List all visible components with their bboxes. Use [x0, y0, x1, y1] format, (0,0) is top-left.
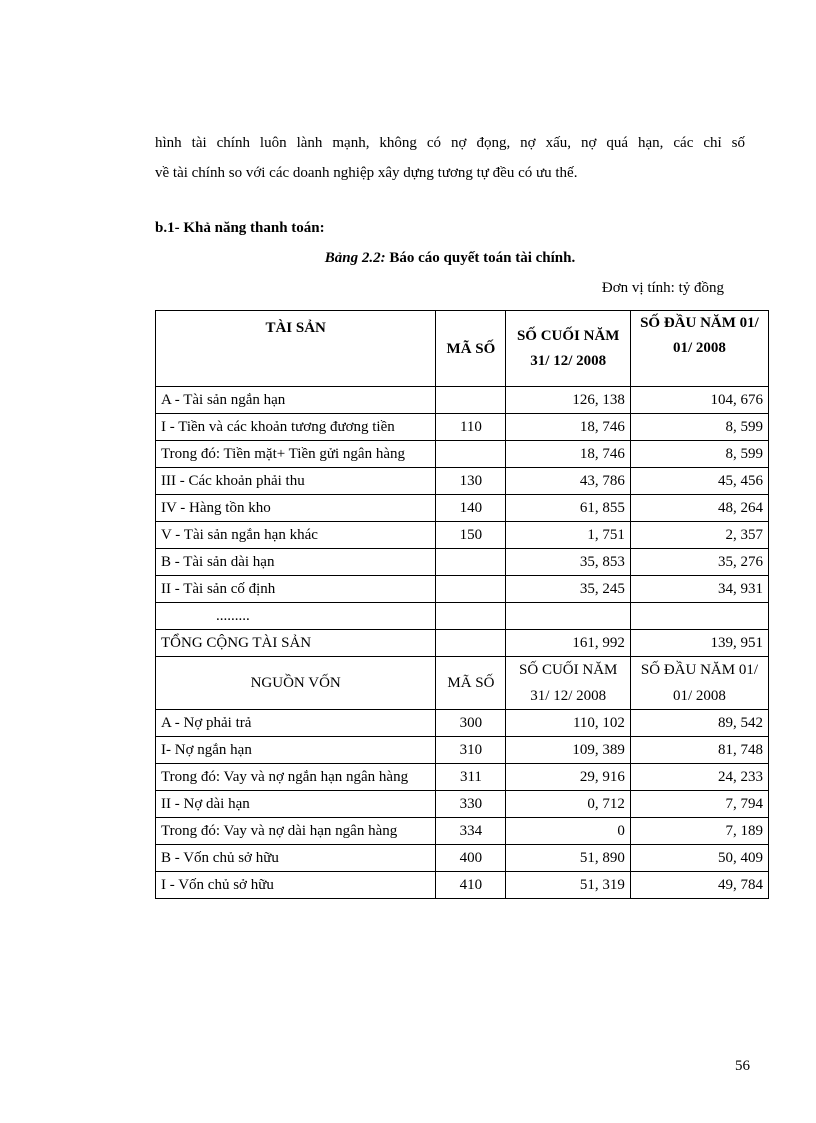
financial-table — [155, 310, 769, 899]
row-code: 400 — [436, 845, 506, 872]
row-label: I - Tiền và các khoản tương đương tiền — [156, 414, 436, 441]
table-row — [156, 710, 769, 737]
header-code: MÃ SỐ — [436, 657, 506, 710]
section-heading: b.1- Khả năng thanh toán: — [155, 220, 325, 236]
assets-header-row — [156, 311, 769, 387]
row-code: 150 — [436, 522, 506, 549]
row-end-value: 43, 786 — [506, 468, 630, 495]
table-row — [156, 576, 769, 603]
row-label: A - Tài sản ngắn hạn — [156, 387, 436, 414]
header-code: MÃ SỐ — [436, 311, 506, 387]
row-label: I - Vốn chủ sở hữu — [156, 872, 436, 899]
row-label: Trong đó: Tiền mặt+ Tiền gửi ngân hàng — [156, 441, 436, 468]
row-end-value: 18, 746 — [506, 441, 630, 468]
row-label: II - Nợ dài hạn — [156, 791, 436, 818]
row-start-value: 34, 931 — [630, 576, 768, 603]
table-caption-label: Bảng 2.2: — [324, 250, 386, 266]
row-label: I- Nợ ngắn hạn — [156, 737, 436, 764]
row-end-value: 161, 992 — [506, 630, 630, 657]
row-label: V - Tài sản ngắn hạn khác — [156, 522, 436, 549]
row-start-value: 2, 357 — [630, 522, 768, 549]
row-start-value: 49, 784 — [630, 872, 768, 899]
table-row — [156, 468, 769, 495]
row-start-value: 89, 542 — [630, 710, 768, 737]
table-row — [156, 764, 769, 791]
row-start-value: 8, 599 — [630, 414, 768, 441]
unit-note: Đơn vị tính: tỷ đồng — [601, 280, 724, 296]
table-caption-title: Báo cáo quyết toán tài chính. — [389, 250, 576, 266]
header-start-of-year: SỐ ĐẦU NĂM 01/ 01/ 2008 — [630, 311, 768, 387]
table-caption — [155, 250, 745, 267]
row-label: ......... — [156, 603, 436, 630]
row-code — [436, 603, 506, 630]
row-start-value: 35, 276 — [630, 549, 768, 576]
row-end-value: 35, 245 — [506, 576, 630, 603]
body-paragraph-line-1: hình tài chính luôn lành mạnh, không có nợ đọng, nợ xấu, nợ quá hạn, các chỉ số — [155, 135, 745, 151]
row-start-value: 24, 233 — [630, 764, 768, 791]
row-label: Trong đó: Vay và nợ dài hạn ngân hàng — [156, 818, 436, 845]
row-end-value: 109, 389 — [506, 737, 630, 764]
row-start-value: 45, 456 — [630, 468, 768, 495]
row-end-value: 0 — [506, 818, 630, 845]
table-row — [156, 791, 769, 818]
table-row — [156, 603, 769, 630]
row-label: B - Tài sản dài hạn — [156, 549, 436, 576]
row-end-value: 29, 916 — [506, 764, 630, 791]
header-assets: TÀI SẢN — [156, 311, 436, 387]
table-row — [156, 737, 769, 764]
row-code: 311 — [436, 764, 506, 791]
header-end-of-year: SỐ CUỐI NĂM 31/ 12/ 2008 — [506, 311, 630, 387]
table-row — [156, 495, 769, 522]
row-start-value: 104, 676 — [630, 387, 768, 414]
table-row — [156, 414, 769, 441]
row-code: 130 — [436, 468, 506, 495]
row-start-value: 7, 189 — [630, 818, 768, 845]
row-label: B - Vốn chủ sở hữu — [156, 845, 436, 872]
row-start-value: 50, 409 — [630, 845, 768, 872]
row-code: 330 — [436, 791, 506, 818]
row-start-value: 139, 951 — [630, 630, 768, 657]
row-label: II - Tài sản cố định — [156, 576, 436, 603]
row-label: Trong đó: Vay và nợ ngắn hạn ngân hàng — [156, 764, 436, 791]
row-label: IV - Hàng tồn kho — [156, 495, 436, 522]
capital-rows — [156, 710, 769, 899]
row-code: 410 — [436, 872, 506, 899]
row-code: 310 — [436, 737, 506, 764]
table-row — [156, 818, 769, 845]
header-end-of-year: SỐ CUỐI NĂM 31/ 12/ 2008 — [506, 657, 630, 710]
row-code: 300 — [436, 710, 506, 737]
row-end-value — [506, 603, 630, 630]
row-end-value: 51, 890 — [506, 845, 630, 872]
row-code: 110 — [436, 414, 506, 441]
row-label: III - Các khoản phải thu — [156, 468, 436, 495]
row-start-value: 7, 794 — [630, 791, 768, 818]
row-end-value: 18, 746 — [506, 414, 630, 441]
capital-header-row — [156, 657, 769, 710]
row-end-value: 61, 855 — [506, 495, 630, 522]
row-code: 140 — [436, 495, 506, 522]
table-row — [156, 441, 769, 468]
row-code — [436, 630, 506, 657]
table-row — [156, 522, 769, 549]
row-end-value: 126, 138 — [506, 387, 630, 414]
row-code — [436, 549, 506, 576]
row-end-value: 110, 102 — [506, 710, 630, 737]
row-start-value: 81, 748 — [630, 737, 768, 764]
row-end-value: 1, 751 — [506, 522, 630, 549]
row-code — [436, 387, 506, 414]
row-start-value: 8, 599 — [630, 441, 768, 468]
asset-rows — [156, 387, 769, 657]
row-code — [436, 576, 506, 603]
table-row — [156, 630, 769, 657]
row-end-value: 51, 319 — [506, 872, 630, 899]
row-start-value — [630, 603, 768, 630]
header-start-of-year: SỐ ĐẦU NĂM 01/ 01/ 2008 — [630, 657, 768, 710]
row-label: TỔNG CỘNG TÀI SẢN — [156, 630, 436, 657]
table-row — [156, 549, 769, 576]
table-row — [156, 872, 769, 899]
row-end-value: 0, 712 — [506, 791, 630, 818]
row-end-value: 35, 853 — [506, 549, 630, 576]
body-paragraph-line-2: về tài chính so với các doanh nghiệp xây dựng tương tự đều có ưu thế. — [155, 165, 578, 181]
row-code: 334 — [436, 818, 506, 845]
row-start-value: 48, 264 — [630, 495, 768, 522]
page-number: 56 — [735, 1058, 750, 1074]
header-capital: NGUỒN VỐN — [156, 657, 436, 710]
row-label: A - Nợ phải trả — [156, 710, 436, 737]
table-row — [156, 387, 769, 414]
row-code — [436, 441, 506, 468]
table-row — [156, 845, 769, 872]
